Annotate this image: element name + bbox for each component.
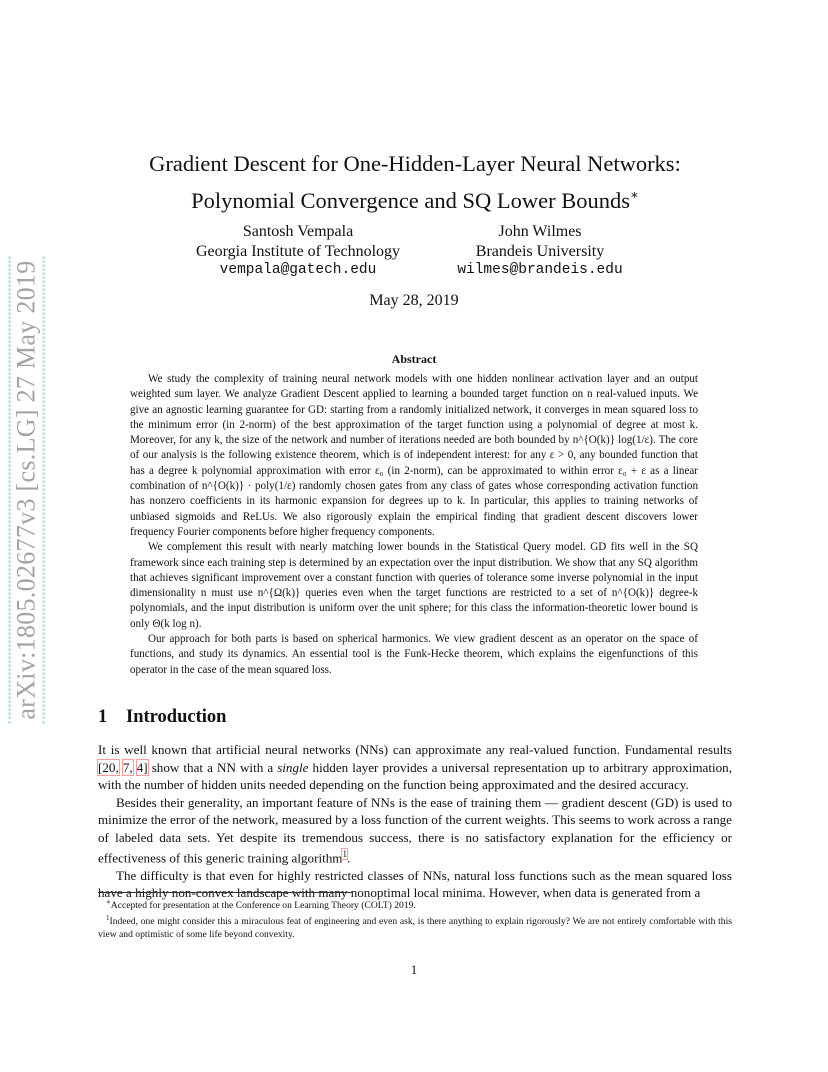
footnote: ∗Accepted for presentation at the Conference on Learning Theory (COLT) 2019. xyxy=(106,898,416,912)
emphasis: single xyxy=(277,759,309,775)
body-paragraph: It is well known that artificial neural networks (NNs) can approximate any real-valued function. Fundamental results [20, 7, 4] show that a NN with a single hidden layer provides a universal representation up to arbitrary approximation, with the number of hidden units needed depending on the function being approximated and the desired accuracy. xyxy=(98,742,733,792)
footnote: $^1$Indeed, one might consider this a miraculous feat of engineering and even ask, is there anything to explain rigorously? We are not entirely comfortable with this view and optimistic of some life beyond convexity. xyxy=(98,914,732,941)
paper-date: May 28, 2019 xyxy=(369,292,459,309)
title-footnote-mark[interactable]: ∗ xyxy=(630,187,639,202)
author-affiliation: Brandeis University xyxy=(475,242,605,260)
footnote-mark: ∗ xyxy=(106,898,111,906)
citation-link[interactable]: 4] xyxy=(136,759,148,775)
arxiv-stamp-text: arXiv:1805.02677v3 [cs.LG] 27 May 2019 xyxy=(9,256,45,723)
author-affiliation: Georgia Institute of Technology xyxy=(195,242,401,260)
author-email[interactable]: vempala@gatech.edu xyxy=(219,262,377,278)
body-paragraph: The difficulty is that even for highly restricted classes of NNs, natural loss functions such as the mean squared loss have a highly non-convex landscape with many nonoptimal local minima. However, when data is generated from a xyxy=(98,867,732,901)
author-block xyxy=(0,222,828,282)
citation-link[interactable]: [20, xyxy=(98,759,119,775)
arxiv-identifier-stamp[interactable] xyxy=(9,240,45,740)
section-heading xyxy=(98,707,226,728)
author-name: John Wilmes xyxy=(498,223,582,240)
author-email[interactable]: wilmes@brandeis.edu xyxy=(457,262,623,278)
footnote-divider xyxy=(98,892,352,893)
page-number: 1 xyxy=(410,962,418,977)
author-2 xyxy=(440,222,640,281)
section-title: Introduction xyxy=(126,707,227,727)
author-1 xyxy=(188,222,408,281)
footnotes xyxy=(98,896,732,941)
footnote-link[interactable]: 1 xyxy=(342,849,347,859)
body-paragraph: Besides their generality, an important feature of NNs is the ease of training them — gradient descent (GD) is used to minimize the error of the network, measured by a loss function of the current weights. This seems to work across a range of labeled data sets. Yet despite its tremendous success, there is no satisfactory explanation for the efficiency or effectiveness of this generic training algorithm$^1$. xyxy=(98,794,732,866)
section-number: 1 xyxy=(98,707,108,727)
title-line-1: Gradient Descent for One-Hidden-Layer Neural Networks: xyxy=(149,151,681,176)
abstract-body xyxy=(130,372,698,678)
abstract-paragraph: Our approach for both parts is based on spherical harmonics. We view gradient descent as an operator on the space of functions, and study its dynamics. An essential tool is the Funk-Hecke theorem, which explains the eigenfunctions of this operator in the case of the mean squared loss. xyxy=(130,633,698,676)
citation-link[interactable]: 7, xyxy=(122,759,133,775)
abstract-paragraph: We complement this result with nearly matching lower bounds in the Statistical Query model. GD fits well in the SQ framework since each training step is determined by an expectation over the input distribution. We show that any SQ algorithm that achieves significant improvement over a constant function with queries of tolerance some inverse polynomial in the input dimensionality n must use n^{Ω(k)} queries even when the target functions are restricted to a set of n^{O(k)} degree-k polynomials, and the input distribution is uniform over the unit sphere; for this class the information-theoretic lower bound is only Θ(k log n). xyxy=(130,541,698,630)
abstract-paragraph: We study the complexity of training neural network models with one hidden nonlinear activation layer and an output weighted sum layer. We analyze Gradient Descent applied to learning a bounded target function on n real-valued inputs. We give an agnostic learning guarantee for GD: starting from a randomly initialized network, it converges in mean squared loss to the minimum error (in 2-norm) of the best approximation of the target function using a polynomial of degree at most k. Moreover, for any k, the size of the network and number of iterations needed are both bounded by n^{O(k)} log(1/ε). The core of our analysis is the following existence theorem, which is of independent interest: for any ε > 0, any bounded function that has a degree k polynomial approximation with error ε₀ (in 2-norm), can be approximated to within error ε₀ + ε as a linear combination of n^{O(k)} · poly(1/ε) randomly chosen gates from any class of gates whose corresponding activation function has nonzero coefficients in its harmonic expansion for degrees up to k. In particular, this applies to training networks of unbiased sigmoids and ReLUs. We also rigorously explain the empirical finding that gradient descent discovers lower frequency Fourier components before higher frequency components. xyxy=(130,373,698,538)
footnote-mark: 1 xyxy=(106,914,110,923)
body-text xyxy=(98,741,732,902)
author-name: Santosh Vempala xyxy=(242,223,354,240)
title-line-2: Polynomial Convergence and SQ Lower Bounds∗ xyxy=(191,187,639,213)
paper-title xyxy=(98,148,732,216)
abstract-heading: Abstract xyxy=(391,352,437,366)
